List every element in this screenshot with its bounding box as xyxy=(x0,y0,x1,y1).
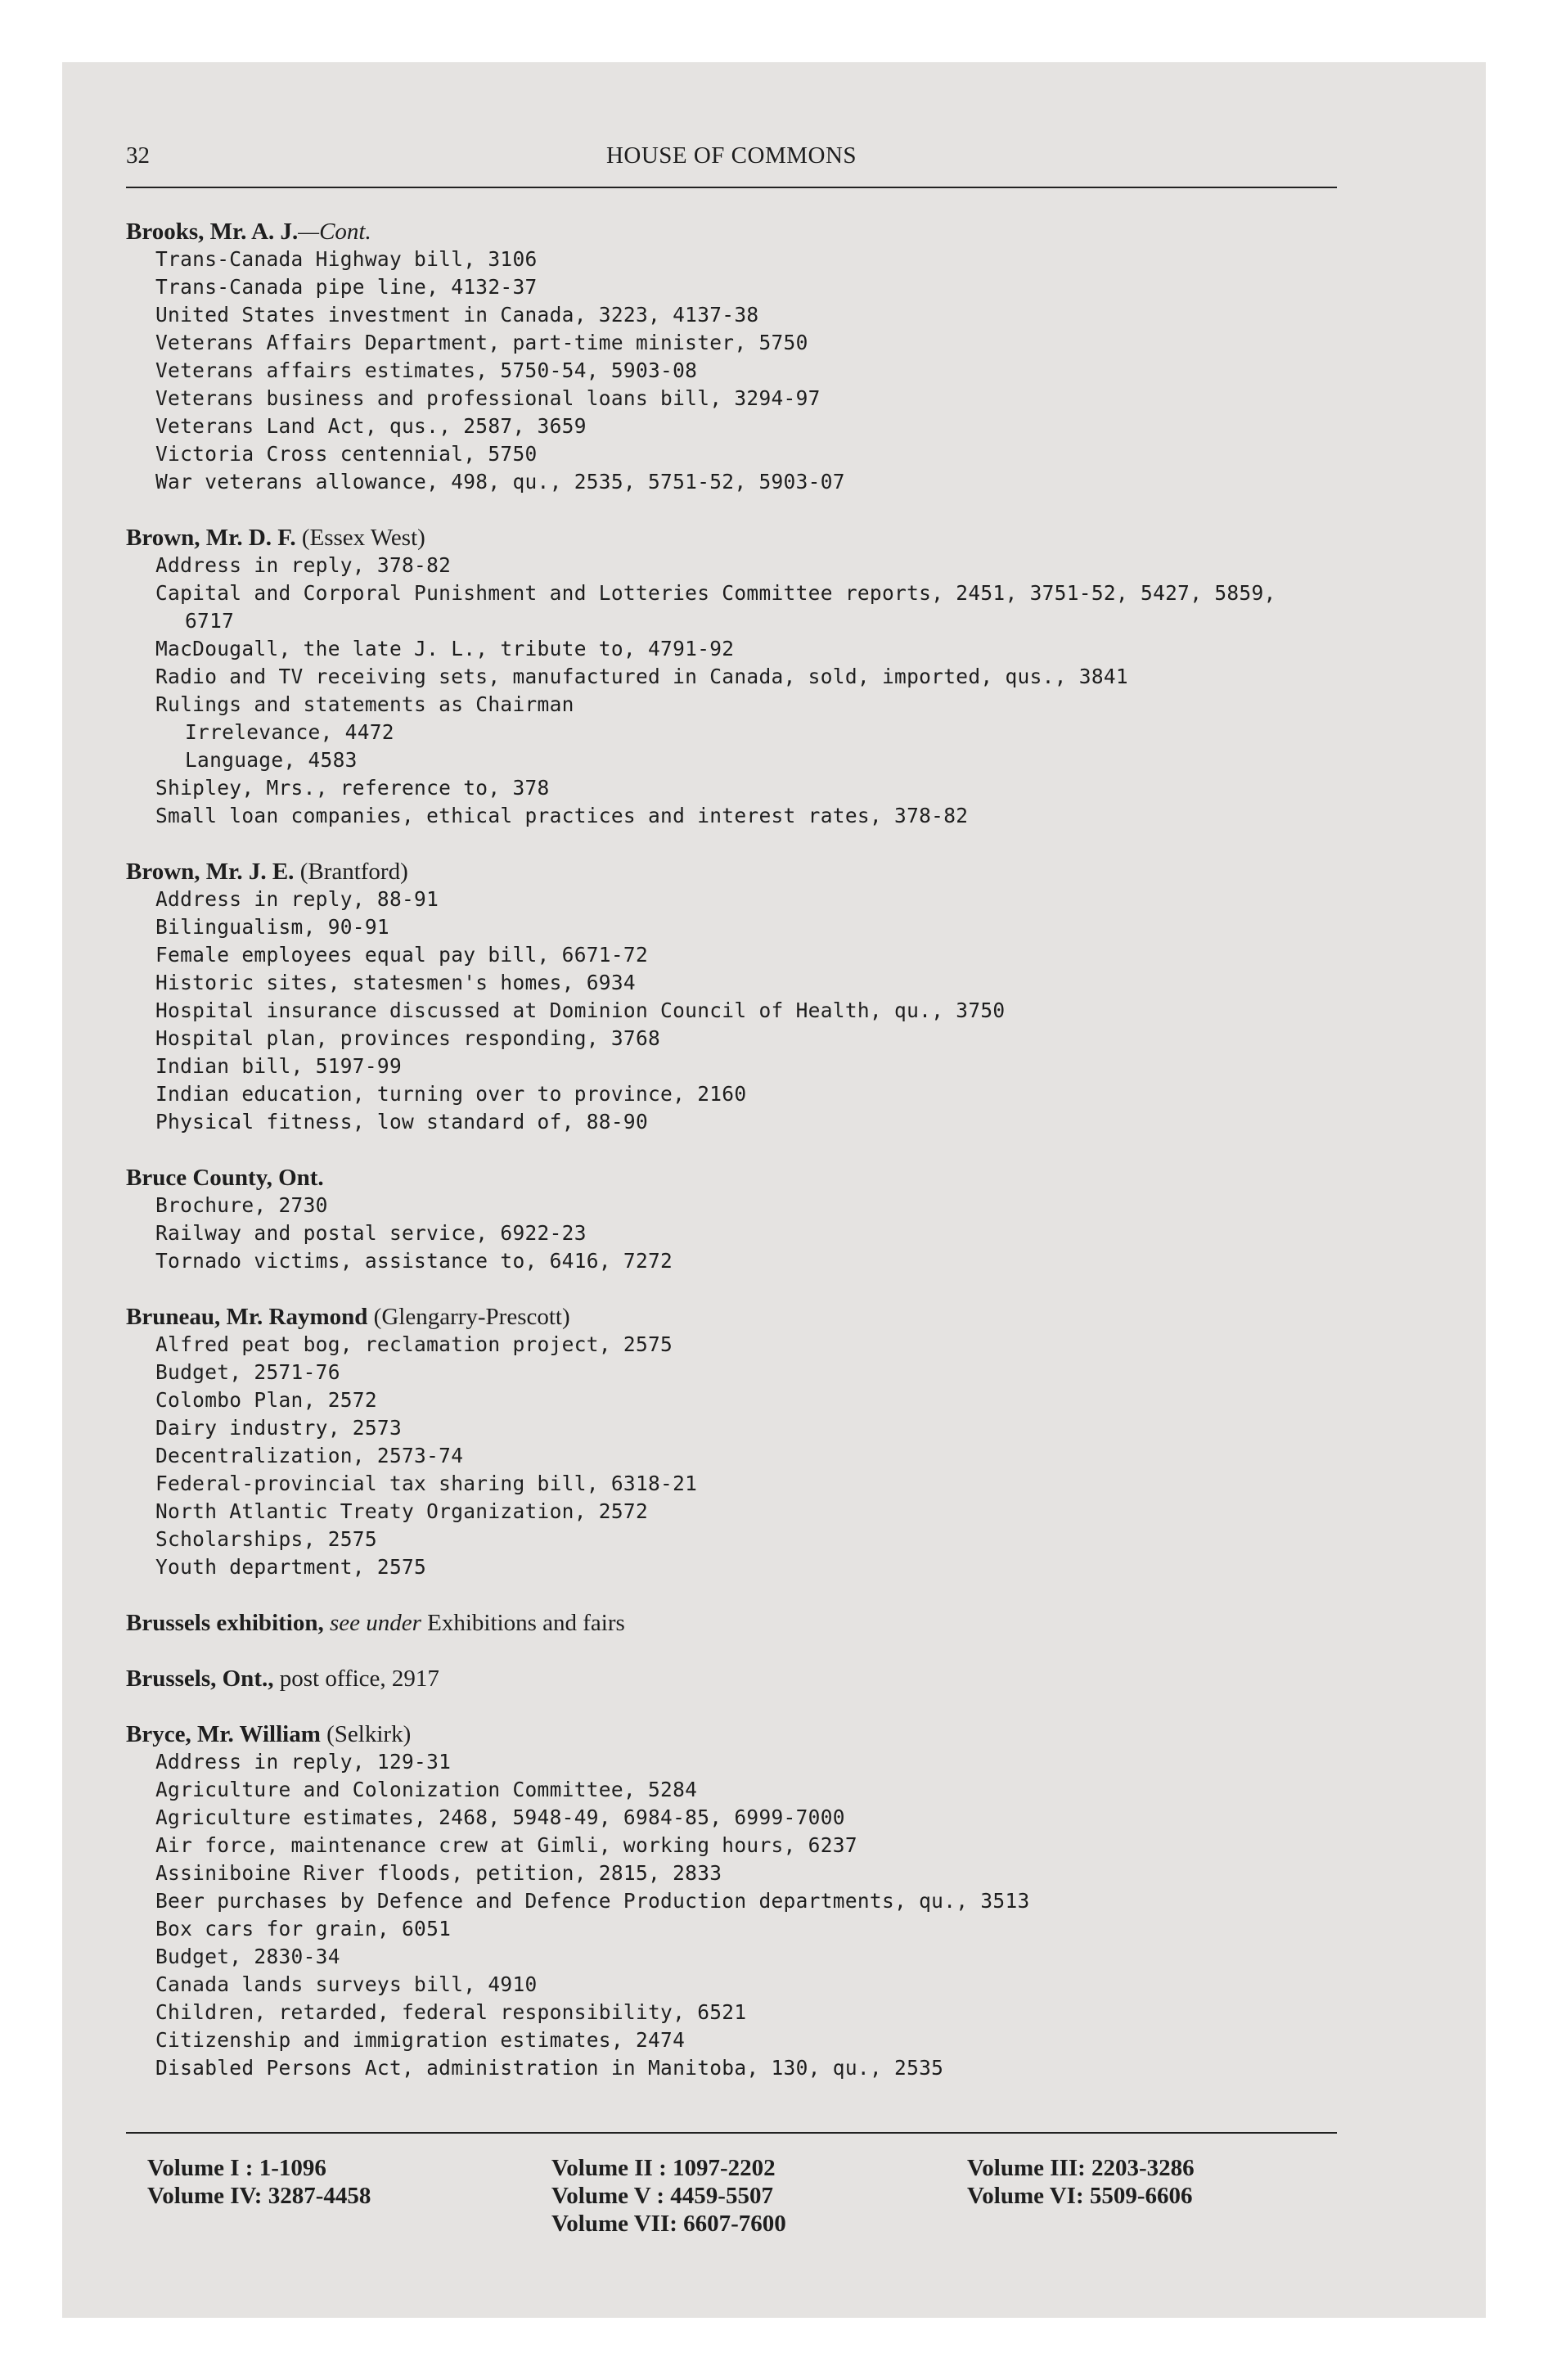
sub-entry: Address in reply, 129-31 xyxy=(155,1750,452,1774)
sub-entry: MacDougall, the late J. L., tribute to, 4791-92 xyxy=(155,637,735,660)
sub-entry: Disabled Persons Act, administration in Manitoba, 130, qu., 2535 xyxy=(155,2056,944,2080)
sub-entry: Hospital plan, provinces responding, 3768 xyxy=(155,1026,661,1050)
sub-entry: Radio and TV receiving sets, manufactured in Canada, sold, imported, qus., 3841 xyxy=(155,665,1128,688)
sub-entry: Agriculture and Colonization Committee, 5284 xyxy=(155,1778,698,1801)
sub-entry: Assiniboine River floods, petition, 2815, 2833 xyxy=(155,1861,722,1885)
header-rule xyxy=(126,187,1337,188)
entry-heading xyxy=(126,1303,1337,1331)
sub-entry: Hospital insurance discussed at Dominion Council of Health, qu., 3750 xyxy=(155,998,1006,1022)
index-entries xyxy=(126,218,1337,2082)
entry-name: Brown, Mr. J. E. xyxy=(126,859,295,885)
running-head: HOUSE OF COMMONS xyxy=(605,142,857,169)
sub-entry: Small loan companies, ethical practices and interest rates, 378-82 xyxy=(155,804,969,827)
sub-entry: Address in reply, 378-82 xyxy=(155,553,452,577)
index-entry xyxy=(126,858,1337,1136)
constituency: (Glengarry-Prescott) xyxy=(373,1304,570,1330)
sub-entry: Dairy industry, 2573 xyxy=(155,1416,403,1440)
sub-entry: Trans-Canada Highway bill, 3106 xyxy=(155,247,538,271)
sub-entry: Railway and postal service, 6922-23 xyxy=(155,1221,587,1245)
sub-entry: Alfred peat bog, reclamation project, 2575 xyxy=(155,1332,673,1356)
sub-entry: Indian bill, 5197-99 xyxy=(155,1054,403,1078)
sub-entry: Shipley, Mrs., reference to, 378 xyxy=(155,776,550,800)
continued-marker: —Cont. xyxy=(298,219,371,245)
index-entry xyxy=(126,1665,1337,1693)
index-entry xyxy=(126,218,1337,496)
index-entry xyxy=(126,1720,1337,2082)
volume-key-column-2 xyxy=(551,2154,786,2238)
volume-key-column-1 xyxy=(147,2154,371,2210)
entry-name: Bryce, Mr. William xyxy=(126,1721,321,1747)
entry-name: Brussels, Ont., xyxy=(126,1666,274,1692)
sub-entry: Scholarships, 2575 xyxy=(155,1527,377,1551)
entry-heading xyxy=(126,1609,1337,1637)
index-entry xyxy=(126,524,1337,830)
sub-entry: Colombo Plan, 2572 xyxy=(155,1388,377,1412)
entry-heading xyxy=(126,1164,1337,1192)
volume-key-column-3 xyxy=(967,2154,1195,2210)
index-page xyxy=(126,142,1337,2110)
entry-name: Bruneau, Mr. Raymond xyxy=(126,1304,368,1330)
volume-range: Volume V : 4459-5507 xyxy=(551,2183,773,2209)
sub-entry: Veterans Affairs Department, part-time minister, 5750 xyxy=(155,331,808,354)
sub-entry: Rulings and statements as Chairman xyxy=(155,692,574,716)
index-entry xyxy=(126,1164,1337,1275)
sub-sub-entry: Language, 4583 xyxy=(185,748,358,772)
entry-name: Brown, Mr. D. F. xyxy=(126,525,296,551)
entry-name: Brussels exhibition, xyxy=(126,1610,324,1636)
sub-entry: Box cars for grain, 6051 xyxy=(155,1917,452,1941)
entry-heading xyxy=(126,858,1337,886)
sub-entry: Indian education, turning over to province, 2160 xyxy=(155,1082,747,1106)
volume-range: Volume I : 1-1096 xyxy=(147,2155,326,2181)
index-entry xyxy=(126,1609,1337,1637)
sub-entry: Citizenship and immigration estimates, 2474 xyxy=(155,2028,686,2052)
see-reference: see under xyxy=(329,1610,421,1636)
index-entry xyxy=(126,1303,1337,1581)
entry-heading xyxy=(126,1720,1337,1748)
sub-entry: Agriculture estimates, 2468, 5948-49, 6984-85, 6999-7000 xyxy=(155,1805,845,1829)
sub-entry: Canada lands surveys bill, 4910 xyxy=(155,1972,538,1996)
sub-entry: Physical fitness, low standard of, 88-90 xyxy=(155,1110,649,1134)
sub-entry: Decentralization, 2573-74 xyxy=(155,1444,464,1467)
sub-entry: Veterans Land Act, qus., 2587, 3659 xyxy=(155,414,587,438)
entry-detail: post office, 2917 xyxy=(279,1666,439,1692)
sub-entry: Bilingualism, 90-91 xyxy=(155,915,389,939)
scanned-page xyxy=(62,62,1486,2318)
entry-heading xyxy=(126,524,1337,552)
sub-entry: Budget, 2571-76 xyxy=(155,1360,340,1384)
sub-entry: Trans-Canada pipe line, 4132-37 xyxy=(155,275,538,299)
constituency: (Selkirk) xyxy=(326,1721,412,1747)
volume-range: Volume II : 1097-2202 xyxy=(551,2155,776,2181)
entry-heading xyxy=(126,1665,1337,1693)
footer-rule xyxy=(126,2132,1337,2134)
sub-entry: Federal-provincial tax sharing bill, 6318-21 xyxy=(155,1472,698,1495)
constituency: (Brantford) xyxy=(299,859,408,885)
volume-range: Volume VI: 5509-6606 xyxy=(967,2183,1193,2209)
entry-heading xyxy=(126,218,1337,246)
sub-entry: North Atlantic Treaty Organization, 2572 xyxy=(155,1499,649,1523)
page-number: 32 xyxy=(126,142,150,169)
sub-entry: Veterans business and professional loans bill, 3294-97 xyxy=(155,386,821,410)
sub-entry: Veterans affairs estimates, 5750-54, 5903-08 xyxy=(155,358,698,382)
sub-entry: Address in reply, 88-91 xyxy=(155,887,439,911)
volume-range: Volume III: 2203-3286 xyxy=(967,2155,1195,2181)
sub-entry: Brochure, 2730 xyxy=(155,1193,328,1217)
volume-range: Volume IV: 3287-4458 xyxy=(147,2183,371,2209)
sub-entry: Children, retarded, federal responsibility, 6521 xyxy=(155,2000,747,2024)
sub-sub-entry: Irrelevance, 4472 xyxy=(185,720,394,744)
entry-name: Bruce County, Ont. xyxy=(126,1165,324,1191)
sub-entry: Victoria Cross centennial, 5750 xyxy=(155,442,538,466)
sub-entry: Budget, 2830-34 xyxy=(155,1945,340,1968)
volume-range: Volume VII: 6607-7600 xyxy=(551,2211,786,2237)
entry-name: Brooks, Mr. A. J. xyxy=(126,219,299,245)
sub-entry: United States investment in Canada, 3223, 4137-38 xyxy=(155,303,759,327)
sub-entry: Capital and Corporal Punishment and Lotteries Committee reports, 2451, 3751-52, 5427, 5859, 6717 xyxy=(155,581,1276,633)
cross-reference-target: Exhibitions and fairs xyxy=(427,1610,625,1636)
sub-entry: Air force, maintenance crew at Gimli, working hours, 6237 xyxy=(155,1833,857,1857)
sub-entry: Tornado victims, assistance to, 6416, 7272 xyxy=(155,1249,673,1273)
sub-entry: Female employees equal pay bill, 6671-72 xyxy=(155,943,649,967)
constituency: (Essex West) xyxy=(301,525,425,551)
page-header xyxy=(126,142,1337,178)
sub-entry: War veterans allowance, 498, qu., 2535, 5751-52, 5903-07 xyxy=(155,470,845,494)
sub-entry: Youth department, 2575 xyxy=(155,1555,427,1579)
sub-entry: Beer purchases by Defence and Defence Production departments, qu., 3513 xyxy=(155,1889,1030,1913)
sub-entry: Historic sites, statesmen's homes, 6934 xyxy=(155,971,636,994)
